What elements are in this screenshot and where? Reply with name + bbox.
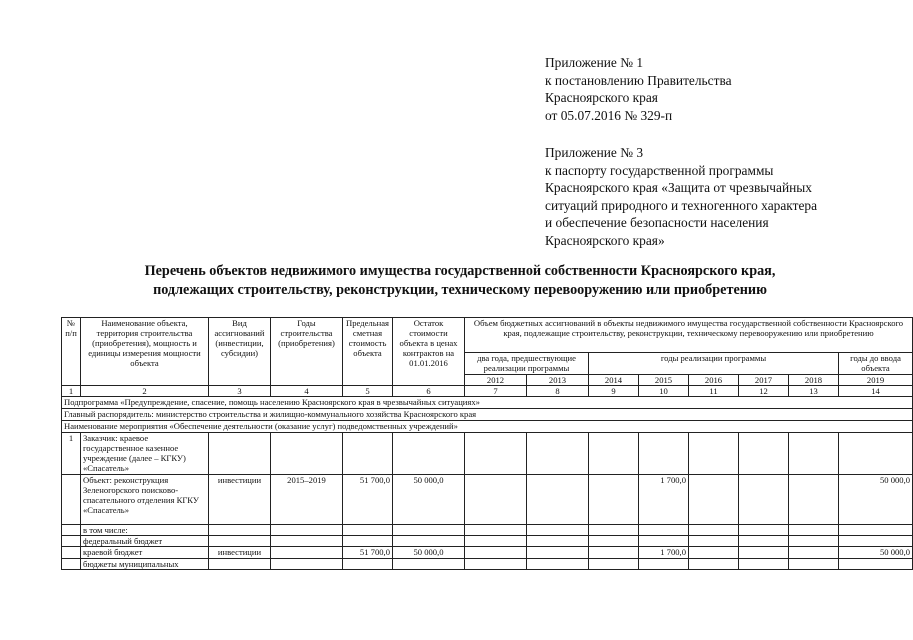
cell-empty: [393, 525, 465, 536]
cell-empty: [527, 433, 589, 475]
column-number: 10: [639, 386, 689, 397]
column-number: 6: [393, 386, 465, 397]
cell-empty: [209, 525, 271, 536]
year-cell: 2014: [589, 375, 639, 386]
cell-empty: [465, 475, 527, 525]
cell-empty: [739, 475, 789, 525]
cell-empty: [839, 433, 913, 475]
row-estimate: 51 700,0: [343, 547, 393, 559]
column-number: 9: [589, 386, 639, 397]
header-program-years: годы реализации программы: [589, 353, 839, 375]
cell-empty: [465, 525, 527, 536]
column-number: 14: [839, 386, 913, 397]
cell-empty: [789, 475, 839, 525]
cell-empty: [393, 559, 465, 570]
manager-cell: Главный распорядитель: министерство строительства и жилищно-коммунального хозяйства Красноярского края: [62, 409, 913, 421]
row-name: федеральный бюджет: [81, 536, 209, 547]
table-row: [62, 525, 913, 536]
annex-1-line: к постановлению Правительства: [545, 72, 732, 88]
cell-empty: [527, 525, 589, 536]
row-estimate: 51 700,0: [343, 475, 393, 525]
year-cell: 2012: [465, 375, 527, 386]
header-name: Наименование объекта, территория строительства (приобретения), мощность и единицы измерения мощности объекта: [81, 318, 209, 386]
annex-3-line: к паспорту государственной программы: [545, 162, 774, 178]
objects-table: [61, 317, 913, 570]
row-type: инвестиции: [209, 547, 271, 559]
cell-empty: [789, 525, 839, 536]
row-value-2015: 1 700,0: [639, 547, 689, 559]
year-cell: 2016: [689, 375, 739, 386]
annex-3-block: [545, 144, 817, 249]
cell-empty: [639, 525, 689, 536]
cell-empty: [343, 433, 393, 475]
cell-empty: [271, 547, 343, 559]
cell-empty: [839, 525, 913, 536]
cell-empty: [589, 547, 639, 559]
row-remainder: 50 000,0: [393, 475, 465, 525]
cell-empty: [689, 525, 739, 536]
row-remainder: 50 000,0: [393, 547, 465, 559]
header-after: годы до ввода объекта: [839, 353, 913, 375]
annex-3-line: Приложение № 3: [545, 145, 644, 160]
cell-empty: [209, 559, 271, 570]
cell-empty: [739, 559, 789, 570]
row-name: Заказчик: краевое государственное казенное учреждение (далее – КГКУ) «Спасатель»: [81, 433, 209, 475]
year-cell: 2019: [839, 375, 913, 386]
cell-empty: [639, 559, 689, 570]
subprogram-row: [62, 397, 913, 409]
cell-empty: [62, 547, 81, 559]
annex-1-block: [545, 54, 732, 124]
cell-empty: [465, 547, 527, 559]
table-row: [62, 559, 913, 570]
cell-empty: [527, 475, 589, 525]
manager-row: [62, 409, 913, 421]
cell-empty: [62, 559, 81, 570]
header-remainder: Остаток стоимости объекта в ценах контрактов на 01.01.2016: [393, 318, 465, 386]
cell-empty: [465, 559, 527, 570]
header-estimate: Предельная сметная стоимость объекта: [343, 318, 393, 386]
cell-empty: [527, 559, 589, 570]
cell-empty: [589, 475, 639, 525]
header-budget: Объем бюджетных ассигнований в объекты недвижимого имущества государственной собственности Красноярского края, подлежащие строительству, реконструкции, техническому перевооружению или приобретению: [465, 318, 913, 353]
cell-empty: [271, 433, 343, 475]
row-name: Объект: реконструкция Зеленогорского поисково-спасательного отделения КГКУ «Спасатель»: [81, 475, 209, 525]
cell-empty: [271, 559, 343, 570]
row-number: 1: [62, 433, 81, 475]
header-years: Годы строительства (приобретения): [271, 318, 343, 386]
cell-empty: [639, 536, 689, 547]
column-number: 13: [789, 386, 839, 397]
row-value-2019: 50 000,0: [839, 547, 913, 559]
cell-empty: [589, 559, 639, 570]
row-type: инвестиции: [209, 475, 271, 525]
cell-empty: [739, 536, 789, 547]
column-number: 2: [81, 386, 209, 397]
cell-empty: [839, 536, 913, 547]
annex-1-line: от 05.07.2016 № 329-п: [545, 107, 673, 123]
cell-empty: [689, 536, 739, 547]
year-cell: 2017: [739, 375, 789, 386]
document-title: [60, 262, 860, 300]
cell-empty: [789, 559, 839, 570]
cell-empty: [689, 433, 739, 475]
column-number: 8: [527, 386, 589, 397]
column-number: 4: [271, 386, 343, 397]
cell-empty: [689, 559, 739, 570]
cell-empty: [271, 536, 343, 547]
column-number: 3: [209, 386, 271, 397]
cell-empty: [343, 559, 393, 570]
cell-empty: [639, 433, 689, 475]
annex-3-line: Красноярского края»: [545, 232, 665, 248]
cell-empty: [689, 475, 739, 525]
row-name: в том числе:: [81, 525, 209, 536]
table-row: [62, 433, 913, 475]
cell-empty: [393, 536, 465, 547]
measure-cell: Наименование мероприятия «Обеспечение деятельности (оказание услуг) подведомственных учреждений»: [62, 421, 913, 433]
cell-empty: [343, 525, 393, 536]
column-number: 11: [689, 386, 739, 397]
column-number: 12: [739, 386, 789, 397]
cell-empty: [789, 547, 839, 559]
column-number: 7: [465, 386, 527, 397]
row-value-2019: 50 000,0: [839, 475, 913, 525]
cell-empty: [62, 525, 81, 536]
cell-empty: [589, 433, 639, 475]
column-number-row: [62, 386, 913, 397]
cell-empty: [465, 536, 527, 547]
cell-empty: [789, 433, 839, 475]
row-years: 2015–2019: [271, 475, 343, 525]
title-line: подлежащих строительству, реконструкции, техническому перевооружению или приобретению: [153, 282, 767, 298]
table-row: [62, 475, 913, 525]
column-number: 1: [62, 386, 81, 397]
annex-3-line: ситуаций природного и техногенного характера: [545, 197, 818, 213]
year-cell: 2013: [527, 375, 589, 386]
cell-empty: [739, 525, 789, 536]
cell-empty: [271, 525, 343, 536]
header-type: Вид ассигнований (инвестиции, субсидии): [209, 318, 271, 386]
cell-empty: [789, 536, 839, 547]
table-row: [62, 536, 913, 547]
title-line: Перечень объектов недвижимого имущества государственной собственности Красноярского края,: [144, 263, 776, 279]
cell-empty: [527, 547, 589, 559]
cell-empty: [62, 475, 81, 525]
year-cell: 2015: [639, 375, 689, 386]
row-value-2015: 1 700,0: [639, 475, 689, 525]
subprogram-cell: Подпрограмма «Предупреждение, спасение, помощь населению Красноярского края в чрезвычайных ситуациях»: [62, 397, 913, 409]
measure-row: [62, 421, 913, 433]
row-name: бюджеты муниципальных: [81, 559, 209, 570]
cell-empty: [62, 536, 81, 547]
header-row: [62, 318, 913, 353]
cell-empty: [689, 547, 739, 559]
cell-empty: [739, 547, 789, 559]
header-num: № п/п: [62, 318, 81, 386]
cell-empty: [465, 433, 527, 475]
annex-3-line: Красноярского края «Защита от чрезвычайных: [545, 180, 812, 195]
cell-empty: [589, 536, 639, 547]
header-prev-years: два года, предшествующие реализации программы: [465, 353, 589, 375]
cell-empty: [209, 536, 271, 547]
cell-empty: [527, 536, 589, 547]
column-number: 5: [343, 386, 393, 397]
cell-empty: [839, 559, 913, 570]
row-name: краевой бюджет: [81, 547, 209, 559]
cell-empty: [589, 525, 639, 536]
cell-empty: [739, 433, 789, 475]
year-cell: 2018: [789, 375, 839, 386]
cell-empty: [393, 433, 465, 475]
annex-1-line: Приложение № 1: [545, 55, 644, 70]
annex-1-line: Красноярского края: [545, 90, 658, 105]
annex-3-line: и обеспечение безопасности населения: [545, 215, 769, 230]
table-row: [62, 547, 913, 559]
cell-empty: [209, 433, 271, 475]
cell-empty: [343, 536, 393, 547]
